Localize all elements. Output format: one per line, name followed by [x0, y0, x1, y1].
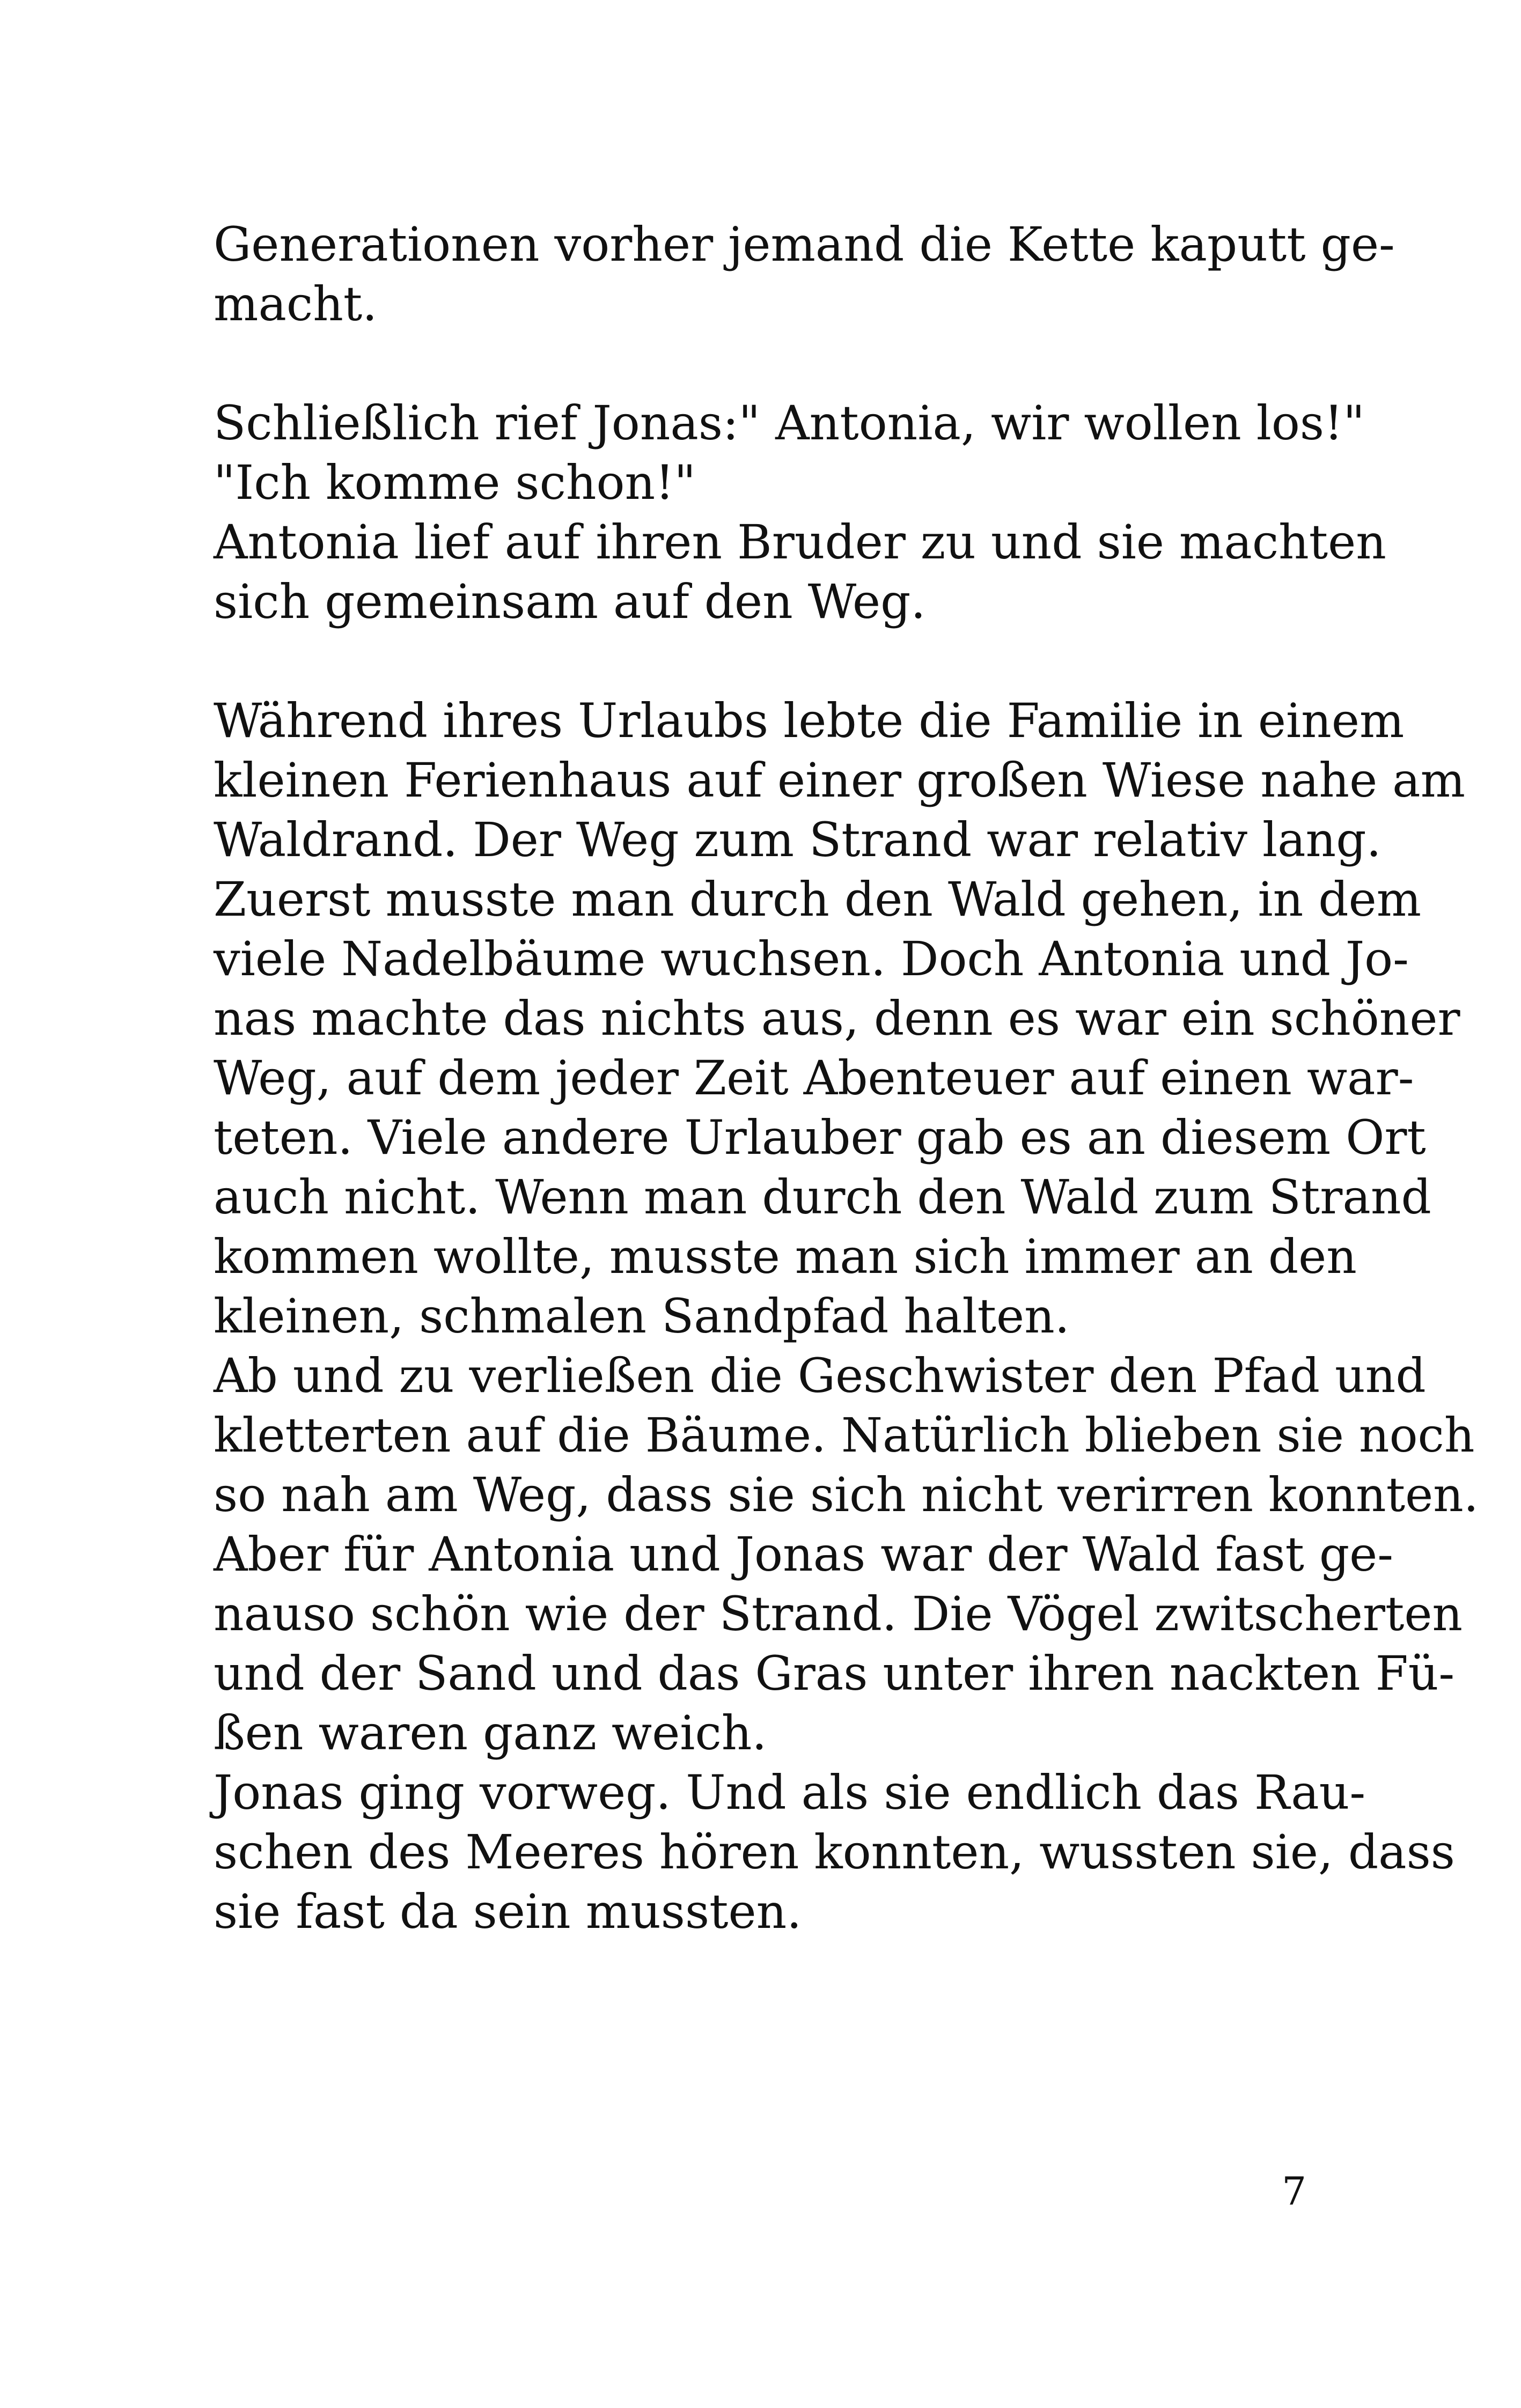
text-line: und der Sand und das Gras unter ihren nackten Fü-	[214, 1646, 1455, 1701]
text-line: Während ihres Urlaubs lebte die Familie in einem	[214, 693, 1405, 748]
text-line: Waldrand. Der Weg zum Strand war relativ lang.	[214, 812, 1382, 867]
text-line: kleinen, schmalen Sandpfad halten.	[214, 1288, 1070, 1344]
body-text	[214, 215, 1479, 1941]
text-line: teten. Viele andere Urlauber gab es an diesem Ort	[214, 1110, 1426, 1165]
paragraph-gap	[214, 631, 1318, 691]
text-line: Schließlich rief Jonas:" Antonia, wir wollen los!"	[214, 395, 1365, 451]
text-line: Generationen vorher jemand die Kette kaputt ge-	[214, 217, 1395, 272]
text-line: Jonas ging vorweg. Und als sie endlich das Rau-	[214, 1765, 1366, 1820]
text-line: sich gemeinsam auf den Weg.	[214, 574, 926, 629]
text-line: Antonia lief auf ihren Bruder zu und sie machten	[214, 514, 1386, 570]
text-line: nauso schön wie der Strand. Die Vögel zwitscherten	[214, 1586, 1463, 1641]
page-number: 7	[1282, 2169, 1306, 2214]
text-line: kletterten auf die Bäume. Natürlich blieben sie noch	[214, 1408, 1475, 1463]
text-line: kommen wollte, musste man sich immer an den	[214, 1229, 1357, 1284]
text-line: Ab und zu verließen die Geschwister den Pfad und	[214, 1348, 1426, 1403]
text-line: Weg, auf dem jeder Zeit Abenteuer auf einen war-	[214, 1050, 1414, 1106]
text-line: "Ich komme schon!"	[214, 455, 696, 510]
text-line: macht.	[214, 276, 378, 332]
text-line: kleinen Ferienhaus auf einer großen Wiese nahe am	[214, 753, 1466, 808]
text-line: ßen waren ganz weich.	[214, 1705, 767, 1761]
text-line: viele Nadelbäume wuchsen. Doch Antonia und Jo-	[214, 931, 1409, 986]
text-line: so nah am Weg, dass sie sich nicht verirren konnten.	[214, 1467, 1479, 1522]
text-line: sie fast da sein mussten.	[214, 1884, 802, 1939]
text-line: auch nicht. Wenn man durch den Wald zum Strand	[214, 1169, 1431, 1225]
paragraph-gap	[214, 334, 1318, 393]
text-line: schen des Meeres hören konnten, wussten sie, dass	[214, 1824, 1455, 1880]
text-line: nas machte das nichts aus, denn es war ein schöner	[214, 991, 1460, 1046]
text-line: Zuerst musste man durch den Wald gehen, in dem	[214, 872, 1422, 927]
text-line: Aber für Antonia und Jonas war der Wald fast ge-	[214, 1527, 1393, 1582]
